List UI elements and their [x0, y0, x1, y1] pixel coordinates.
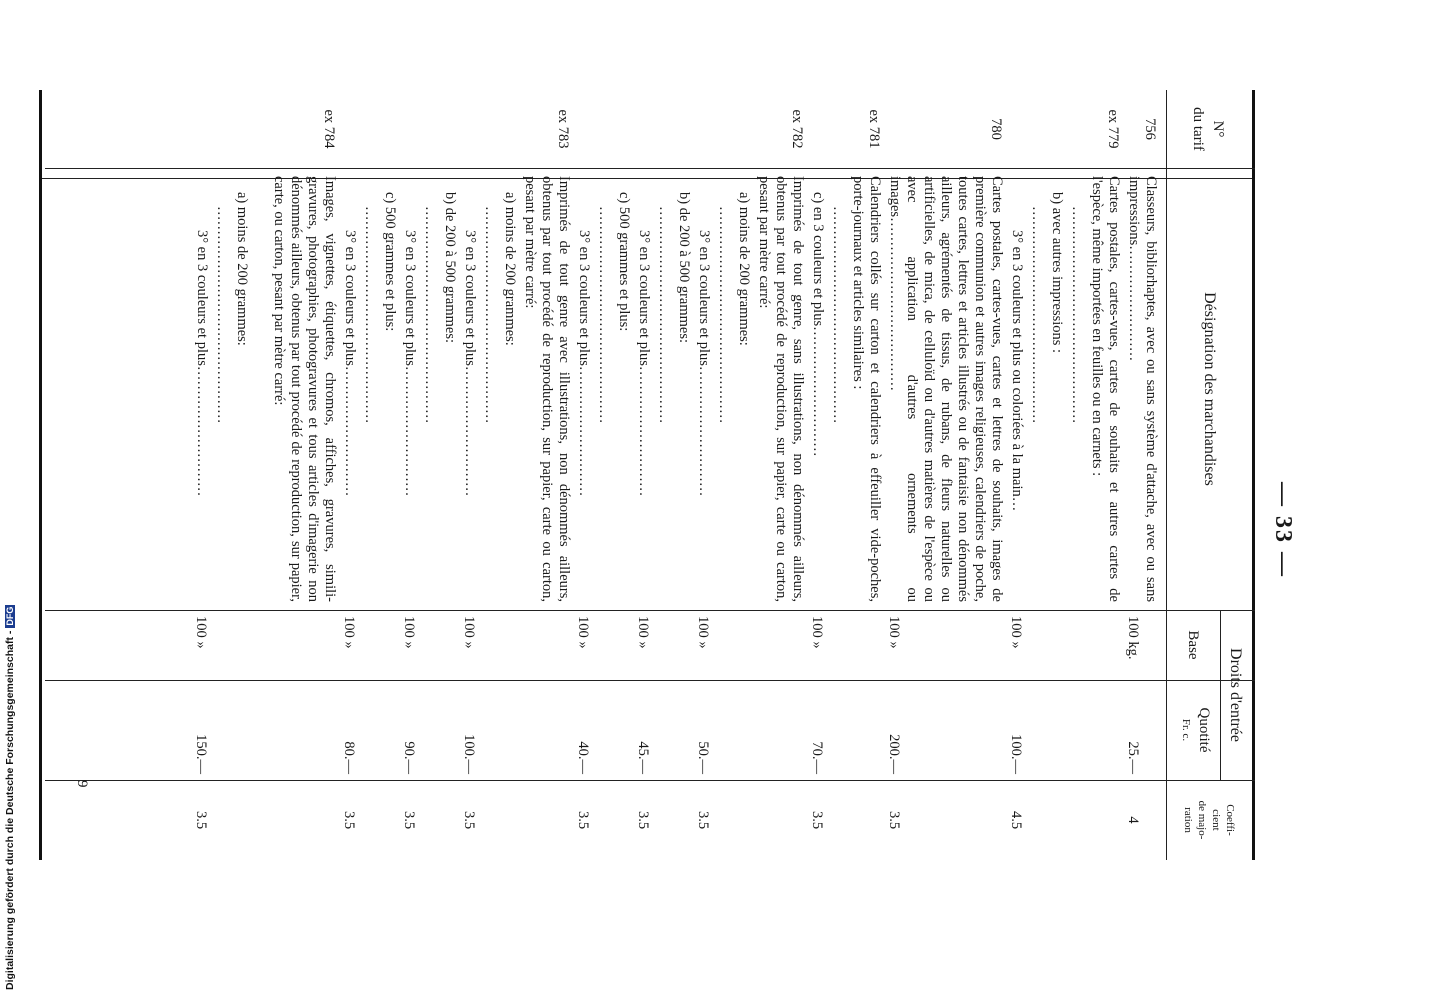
row-quotite: 40.— [575, 741, 591, 774]
row-coefficient: 3.5 [695, 810, 711, 830]
row-designation: Images, vignettes, étiquettes, chromos, affiches, gravures, simili-gravures, photographies, photogravures et tous articles d'imagerie non dénommés ailleurs, obtenus par tout procédé de reproduction, sur papier, carte, ou carton, pesant par mètre carré: [271, 176, 338, 602]
row-quotite: 150.— [193, 734, 209, 774]
row-coefficient: 3.5 [461, 810, 477, 830]
header-tarif-du: du tarif [1190, 107, 1206, 151]
row-quotite: 90.— [401, 741, 417, 774]
row-designation: 3° en 3 couleurs et plus ou coloriées à la main… [1009, 230, 1025, 512]
row-base: 100 » [886, 616, 902, 649]
row-designation: Classeurs, bibliorhaptes, avec ou sans système d'attache, avec ou sans impressions…………………… [1126, 176, 1159, 602]
tarif-number: ex 783 [555, 109, 571, 149]
row-coefficient: 3.5 [193, 810, 209, 830]
tarif-number: ex 779 [1105, 109, 1121, 149]
digitization-note [4, 605, 16, 990]
tarif-number: ex 781 [866, 109, 882, 149]
tarif-number: 756 [1142, 118, 1158, 140]
header-coeff-3: de majo- [1196, 800, 1208, 840]
header-coeff-1: Coeffi- [1224, 804, 1236, 836]
row-designation: 3° en 3 couleurs et plus……………………… [696, 230, 712, 497]
column-rule [45, 168, 1255, 169]
header-tarif-no: N° [1210, 120, 1226, 138]
row-designation: ……………………………………… [1029, 206, 1045, 424]
row-designation: a) moins de 200 grammes: [234, 192, 250, 346]
row-quotite: 200.— [886, 734, 902, 774]
row-designation: 3° en 3 couleurs et plus……………………… [342, 230, 358, 497]
row-coefficient: 3.5 [886, 810, 902, 830]
row-designation: 3° en 3 couleurs et plus……………………… [402, 230, 418, 497]
row-designation: b) avec autres impressions : [1049, 192, 1065, 354]
row-designation: 3° en 3 couleurs et plus……………………… [576, 230, 592, 497]
header-base: Base [1185, 630, 1201, 660]
row-designation: ……………………………………… [596, 206, 612, 424]
row-quotite: 100.— [461, 734, 477, 774]
row-coefficient: 3.5 [635, 810, 651, 830]
header-coeff-2: cient [1210, 809, 1222, 831]
row-designation: c) en 3 couleurs et plus……………………… [810, 192, 826, 457]
row-designation: Imprimés de tout genre avec illustrations, non dénommés ailleurs, obtenus par tout procédé de reproduction, sur papier, carte ou carton, pesant par mètre carré: [522, 176, 572, 602]
header-rule [1166, 90, 1167, 860]
row-quotite: 25.— [1125, 741, 1141, 774]
row-quotite: 100.— [1008, 734, 1024, 774]
row-base: 100 » [695, 616, 711, 649]
row-designation: c) 500 grammes et plus: [382, 192, 398, 332]
row-designation: a) moins de 200 grammes: [736, 192, 752, 346]
tarif-number: 780 [988, 118, 1004, 140]
row-designation: ……………………………………… [362, 206, 378, 424]
page-number: — 33 — [1270, 482, 1296, 578]
digitization-note-text: Digitalisierung gefördert durch die Deutsche Forschungsgemeinschaft - [4, 630, 16, 990]
header-quotite: Quotité [1196, 707, 1212, 753]
row-designation: Imprimés de tout genre, sans illustrations, non dénommés ailleurs, obtenus par tout procédé de reproduction, sur papier, carte ou carton, pesant par mètre carré: [756, 176, 806, 602]
row-quotite: 80.— [341, 741, 357, 774]
row-base: 100 » [1008, 616, 1024, 649]
column-rule [45, 610, 1255, 611]
row-designation: 3° en 3 couleurs et plus……………………… [462, 230, 478, 497]
row-coefficient: 4.5 [1008, 810, 1024, 830]
header-fr-c: Fr. c. [1180, 718, 1192, 742]
row-designation: Cartes postales, cartes-vues, cartes de souhaits et autres cartes de l'espèce, même importées en feuilles ou en carnets : [1089, 176, 1122, 602]
row-base: 100 » [401, 616, 417, 649]
row-base: 100 » [575, 616, 591, 649]
row-designation: ……………………………………… [422, 206, 438, 424]
row-designation: ……………………………………… [830, 206, 846, 424]
row-base: 100 » [461, 616, 477, 649]
row-base: 100 » [341, 616, 357, 649]
row-base: 100 » [635, 616, 651, 649]
row-quotite: 70.— [809, 741, 825, 774]
row-base: 100 » [809, 616, 825, 649]
row-designation: 3° en 3 couleurs et plus……………………… [636, 230, 652, 497]
row-designation: 3° en 3 couleurs et plus……………………… [194, 230, 210, 497]
droits-subrule [1220, 610, 1221, 780]
page-bottom-number: 9 [74, 780, 90, 788]
row-designation: Cartes postales, cartes-vues, cartes et lettres de souhaits, images de première communion et autres images religieuses, calendriers de poche, toutes cartes, lettres et articles illustrés ou de fantaisie non dénommés ailleurs, agrémentés de tissus, de rubans, de fleurs naturelles ou artificielles, de mica, de celluloïd ou d'autres matières de l'espèce ou avec application d'autres ornements ou images……………………………… [887, 176, 1005, 602]
row-designation: c) 500 grammes et plus: [616, 192, 632, 332]
row-coefficient: 3.5 [341, 810, 357, 830]
row-base: 100 kg. [1125, 616, 1141, 660]
row-designation: b) de 200 à 500 grammes: [676, 192, 692, 344]
row-designation: ……………………………………… [1069, 206, 1085, 424]
row-quotite: 45.— [635, 741, 651, 774]
rotated-document-page [30, 40, 1310, 960]
row-designation: a) moins de 200 grammes: [502, 192, 518, 346]
header-designation: Désignation des marchandises [1201, 292, 1218, 486]
row-coefficient: 3.5 [575, 810, 591, 830]
header-coeff-4: ration [1182, 807, 1194, 833]
row-designation: ……………………………………… [716, 206, 732, 424]
row-designation: ……………………………………… [482, 206, 498, 424]
row-designation: ……………………………………… [214, 206, 230, 424]
row-designation: ……………………………………… [656, 206, 672, 424]
table-body [45, 90, 1255, 860]
dfg-logo: DFG [5, 606, 15, 626]
tarif-number: ex 784 [321, 109, 337, 149]
row-coefficient: 3.5 [401, 810, 417, 830]
row-designation: Calendriers collés sur carton et calendriers à effeuiller vide-poches, porte-journaux et articles similaires : [850, 176, 883, 602]
header-droits: Droits d'entrée [1227, 648, 1244, 742]
tarif-number: ex 782 [789, 109, 805, 149]
row-coefficient: 3.5 [809, 810, 825, 830]
row-base: 100 » [193, 616, 209, 649]
row-designation: b) de 200 à 500 grammes: [442, 192, 458, 344]
row-coefficient: 4 [1125, 816, 1141, 824]
row-quotite: 50.— [695, 741, 711, 774]
